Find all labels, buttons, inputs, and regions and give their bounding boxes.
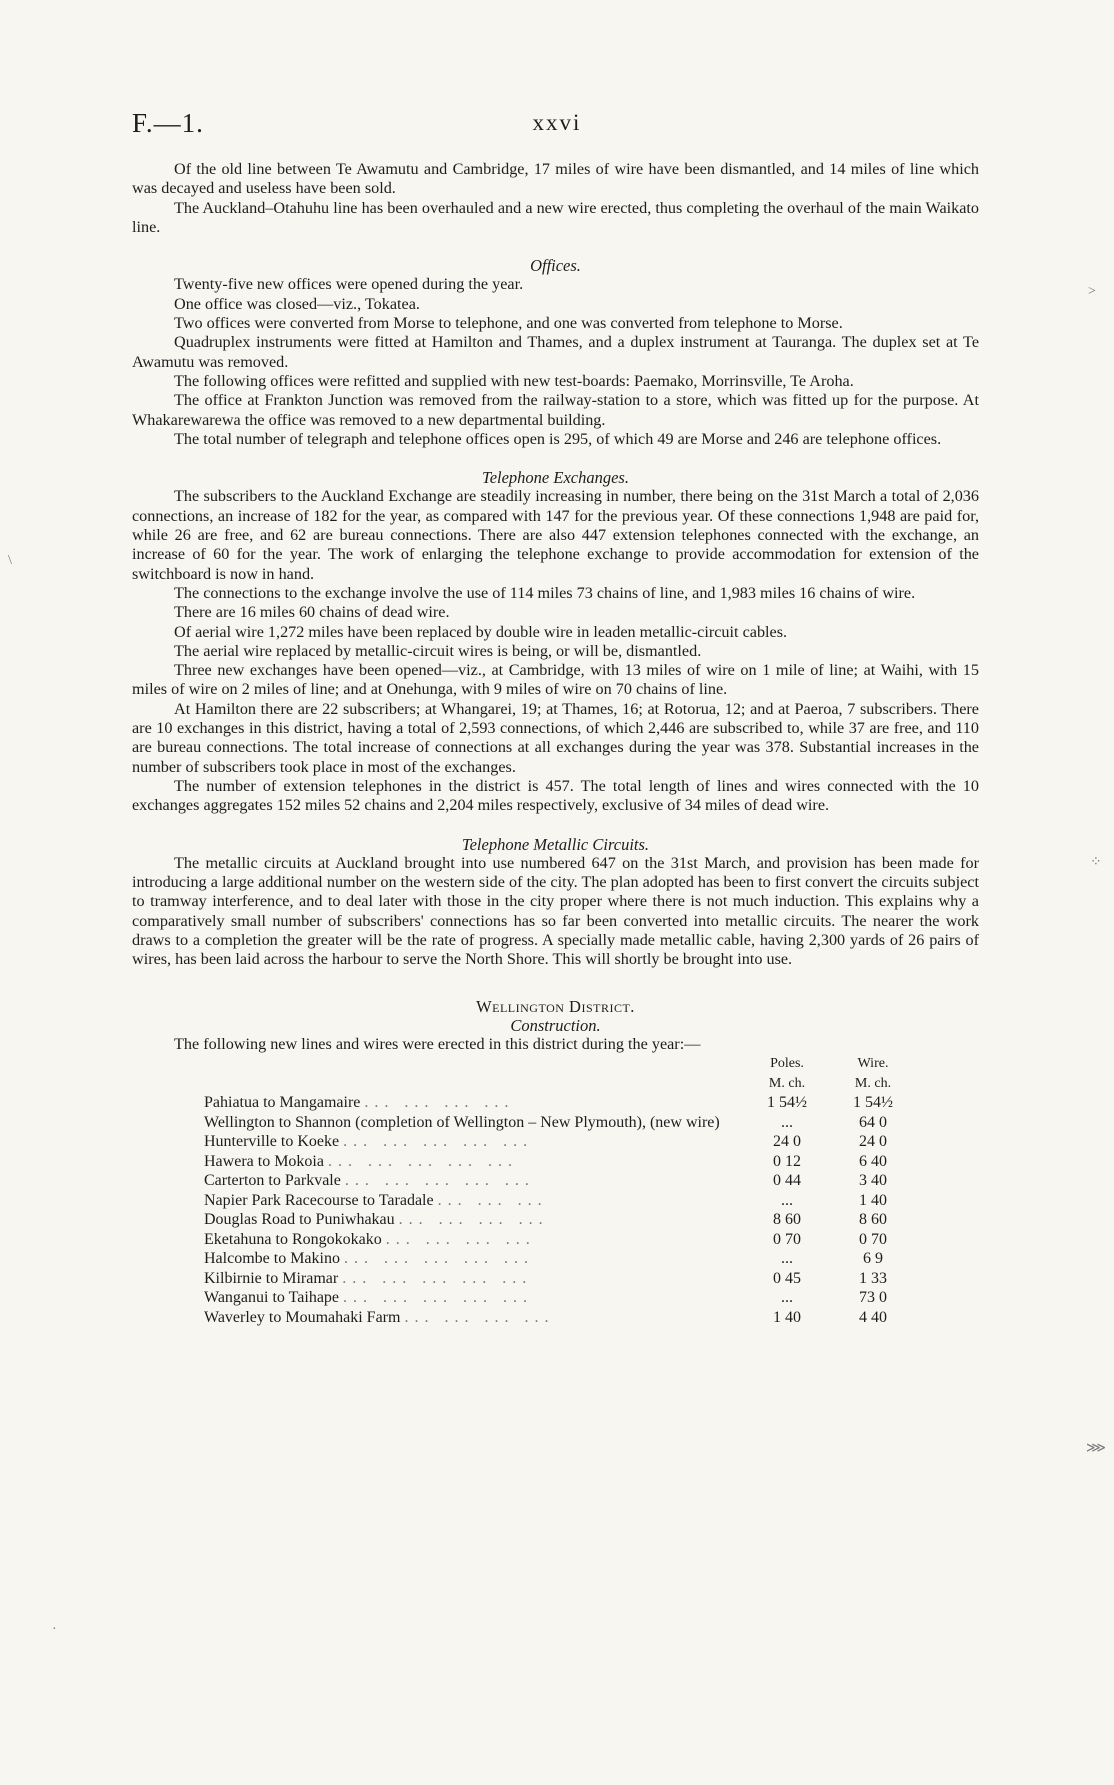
column-header-poles: Poles. M. ch. (744, 1054, 830, 1093)
paragraph: The following new lines and wires were erected in this district during the year:— (174, 1035, 701, 1054)
paragraph: One office was closed—viz., Tokatea. (174, 294, 420, 313)
paragraph: The number of extension telephones in the district is 457. The total length of lines and wires connected with the 10 exchanges aggregates 152 miles 52 chains and 2,204 miles respectively, exclusive of 34 miles of dead wire. (132, 776, 979, 815)
paragraph: There are 16 miles 60 chains of dead wire. (174, 603, 450, 622)
wire-value: 24 0 (859, 1133, 887, 1151)
wire-value: 1 40 (859, 1191, 887, 1209)
section-heading-metallic-circuits: Telephone Metallic Circuits. (461, 834, 650, 854)
construction-table-wrapper (132, 1054, 979, 1327)
wire-value: 1 33 (859, 1269, 887, 1287)
wire-value: 6 40 (859, 1152, 887, 1170)
table-row: Pahiatua to Mangamaire ... ... ... ... 1 54½ 1 54½ (204, 1093, 916, 1113)
paragraph: The subscribers to the Auckland Exchange are steadily increasing in number, there being on the 31st March a total of 2,036 connections, an increase of 182 for the year, as compared with 147 for the previous year. Of these connections 1,948 are paid for, while 26 are free, and 62 are bureau connections. There are also 447 extension telephones connected with the exchange, an increase of 60 for the year. The work of enlarging the telephone exchange to provide accommodation for extension of the switchboard is now in hand. (132, 487, 979, 583)
route-name: Wellington to Shannon (completion of Wellington – New Plymouth), (new wire) (204, 1113, 720, 1131)
paragraph: Three new exchanges have been opened—viz., at Cambridge, with 13 miles of wire on 1 mile of line; at Waihi, with 15 miles of wire on 2 miles of line; and at Onehunga, with 9 miles of wire on 70 chains of line. (132, 661, 979, 699)
column-header-wire: Wire. M. ch. (830, 1054, 916, 1093)
scan-speck: · (52, 1622, 57, 1637)
table-row: Hawera to Mokoia ... ... ... ... ... 0 12 6 40 (204, 1152, 916, 1172)
paragraph: Of aerial wire 1,272 miles have been replaced by double wire in leaden metallic-circuit cables. (174, 622, 788, 641)
route-name: Eketahuna to Rongokokako (204, 1230, 382, 1248)
district-heading: Wellington District. (476, 996, 635, 1016)
paragraph: At Hamilton there are 22 subscribers; at Whangarei, 19; at Thames, 16; at Rotorua, 12; and at Paeroa, 7 subscribers. There are 10 exchanges in this district, having a total of 2,593 connections, of which 2,446 are subscribed to, while 37 are free, and 110 are bureau connections. The total increase of connections at all exchanges during the year was 378. Substantial increases in the number of subscribers took place in most of the exchanges. (132, 699, 979, 776)
paragraph: Quadruplex instruments were fitted at Hamilton and Thames, and a duplex instrument at Tauranga. The duplex set at Te Awamutu was removed. (132, 333, 979, 371)
scan-speck: ⁘ (1090, 855, 1102, 870)
wire-value: 0 70 (859, 1230, 887, 1248)
route-name: Halcombe to Makino (204, 1250, 340, 1268)
poles-value: ... (781, 1250, 793, 1268)
route-name: Wanganui to Taihape (204, 1289, 340, 1307)
wire-value: 64 0 (859, 1113, 887, 1131)
section-heading-exchanges: Telephone Exchanges. (482, 468, 629, 488)
table-row: Kilbirnie to Miramar ... ... ... ... ... 0 45 1 33 (204, 1269, 916, 1289)
paragraph: The connections to the exchange involve the use of 114 miles 73 chains of line, and 1,983 miles 16 chains of wire. (174, 583, 916, 602)
paragraph: The metallic circuits at Auckland brought into use numbered 647 on the 31st March, and provision has been made for introducing a large additional number on the western side of the city. The plan adopted has been to first convert the circuits subject to tramway interference, and to deal later with those in the city proper where there is not much induction. This explains why a comparatively small number of subscribers' connections has so far been converted into metallic circuits. The nearer the work draws to a completion the greater will be the rate of progress. A specially made metallic cable, having 2,300 yards of 26 pairs of wires, has been laid across the harbour to serve the North Shore. This will shortly be brought into use. (132, 853, 979, 969)
poles-value: 0 12 (773, 1152, 801, 1170)
poles-value: 0 70 (773, 1230, 801, 1248)
unit-label: M. ch. (768, 1075, 806, 1091)
table-header-row (204, 1054, 916, 1093)
table-row (204, 1113, 916, 1133)
table-row: Napier Park Racecourse to Taradale ... ... ... ... 1 40 (204, 1191, 916, 1211)
poles-value: ... (781, 1191, 793, 1209)
subheading-construction: Construction. (510, 1015, 601, 1035)
table-row: Carterton to Parkvale ... ... ... ... ... 0 44 3 40 (204, 1171, 916, 1191)
poles-value: 0 45 (773, 1269, 801, 1287)
table-row: Halcombe to Makino ... ... ... ... ... ... 6 9 (204, 1249, 916, 1269)
table-row: Waverley to Moumahaki Farm ... ... ... ... 1 40 4 40 (204, 1308, 916, 1328)
page-header (0, 108, 1114, 148)
paragraph: The office at Frankton Junction was removed from the railway-station to a store, which was fitted up for the purpose. At Whakarewarewa the office was removed to a new departmental building. (132, 391, 979, 429)
route-name: Douglas Road to Puniwhakau (204, 1211, 395, 1229)
wire-value: 6 9 (863, 1250, 883, 1268)
paragraph: Two offices were converted from Morse to telephone, and one was converted from telephone to Morse. (174, 314, 843, 333)
section-heading-offices: Offices. (530, 256, 581, 276)
wire-value: 3 40 (859, 1172, 887, 1190)
unit-label: M. ch. (854, 1075, 892, 1091)
table-row: Wanganui to Taihape ... ... ... ... ... ... 73 0 (204, 1288, 916, 1308)
wire-value: 1 54½ (853, 1094, 893, 1112)
poles-value: ... (781, 1113, 793, 1131)
route-name: Napier Park Racecourse to Taradale (204, 1191, 434, 1209)
table-row: Hunterville to Koeke ... ... ... ... ... 24 0 24 0 (204, 1132, 916, 1152)
poles-value: 0 44 (773, 1172, 801, 1190)
wire-value: 4 40 (859, 1308, 887, 1326)
paragraph: Twenty-five new offices were opened during the year. (174, 275, 524, 294)
wire-value: 8 60 (859, 1211, 887, 1229)
route-name: Hunterville to Koeke (204, 1133, 340, 1151)
paragraph: The aerial wire replaced by metallic-circuit wires is being, or will be, dismantled. (174, 641, 702, 660)
table-row: Eketahuna to Rongokokako ... ... ... ... 0 70 0 70 (204, 1230, 916, 1250)
route-name: Waverley to Moumahaki Farm (204, 1308, 401, 1326)
page-number: xxvi (532, 110, 582, 135)
poles-value: 1 54½ (767, 1094, 807, 1112)
route-name: Carterton to Parkvale (204, 1172, 341, 1190)
page-body (132, 160, 979, 1327)
route-name: Hawera to Mokoia (204, 1152, 324, 1170)
paragraph: The following offices were refitted and supplied with new test-boards: Paemako, Morrinsville, Te Aroha. (174, 371, 854, 390)
table-row: Douglas Road to Puniwhakau ... ... ... ... 8 60 8 60 (204, 1210, 916, 1230)
route-name: Pahiatua to Mangamaire (204, 1094, 361, 1112)
poles-value: 8 60 (773, 1211, 801, 1229)
route-name: Kilbirnie to Miramar (204, 1269, 339, 1287)
poles-value: ... (781, 1289, 793, 1307)
paragraph: Of the old line between Te Awamutu and Cambridge, 17 miles of wire have been dismantled, and 14 miles of line which was decayed and useless have been sold. (132, 160, 979, 198)
scan-speck: ⋙ (1086, 1441, 1106, 1456)
scan-speck: \ (8, 553, 12, 568)
document-reference: F.—1. (132, 108, 204, 138)
poles-value: 24 0 (773, 1133, 801, 1151)
construction-table (204, 1054, 916, 1327)
paragraph: The Auckland–Otahuhu line has been overhauled and a new wire erected, thus completing the overhaul of the main Waikato line. (132, 198, 979, 236)
poles-value: 1 40 (773, 1308, 801, 1326)
paragraph: The total number of telegraph and telephone offices open is 295, of which 49 are Morse and 246 are telephone offices. (174, 429, 942, 448)
wire-value: 73 0 (859, 1289, 887, 1307)
scan-speck: ˃ (1088, 284, 1096, 299)
